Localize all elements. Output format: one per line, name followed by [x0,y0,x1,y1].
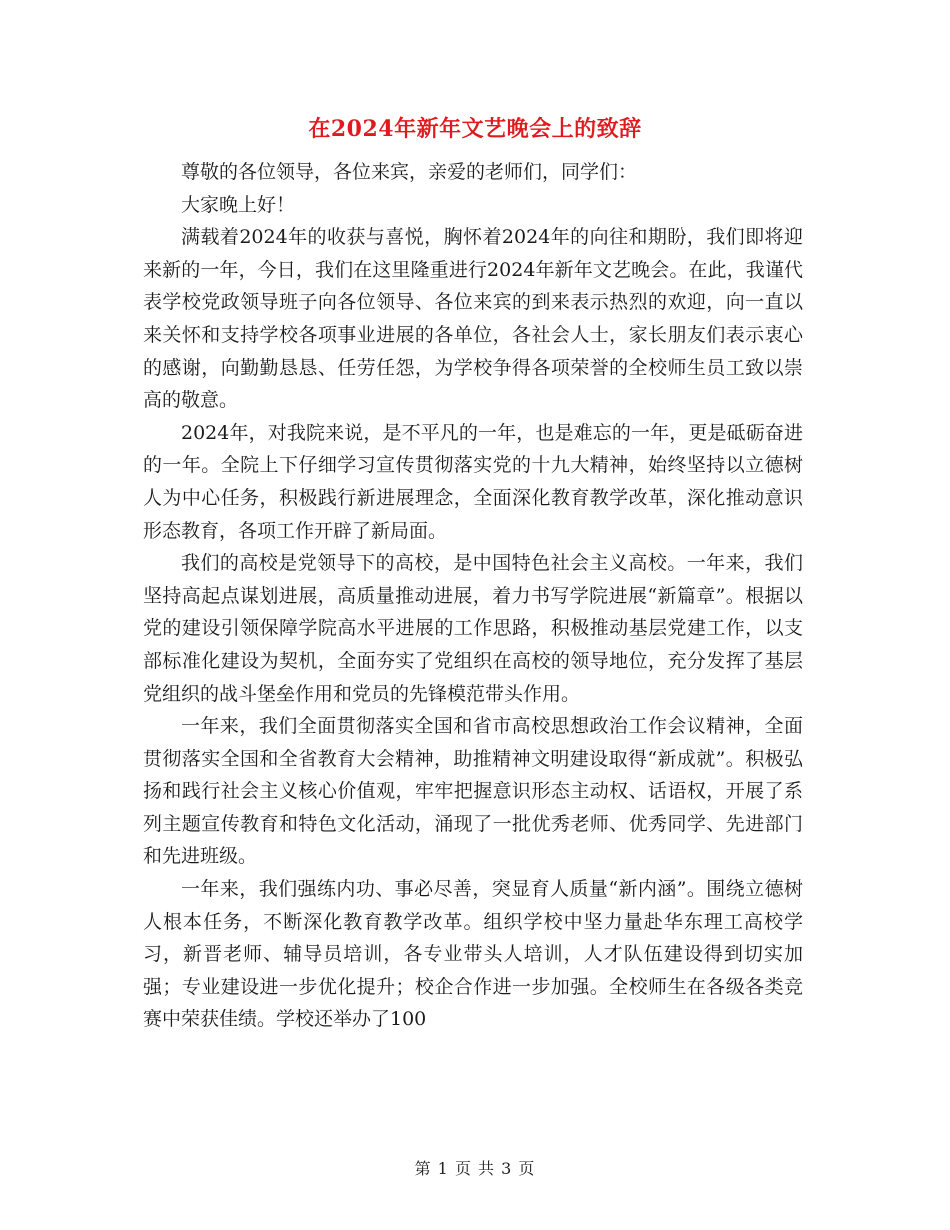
greeting-paragraph: 大家晚上好！ [181,193,296,216]
body-paragraph: 满载着2024年的收获与喜悦，胸怀着2024年的向往和期盼，我们即将迎来新的一年，今日，我们在这里隆重进行2024年新年文艺晚会。在此，我谨代表学校党政领导班子向各位领导、各位来宾的到来表示热烈的欢迎，向一直以来关怀和支持学校各项事业进展的各单位，各社会人士，家长朋友们表示衷心的感谢，向勤勤恳恳、任劳任怨，为学校争得各项荣誉的全校师生员工致以崇高的敬意。 [143,226,803,412]
document-title: 在2024年新年文艺晚会上的致辞 [308,116,642,142]
page-number-footer: 第 1 页 共 3 页 [414,1159,536,1178]
body-paragraph: 一年来，我们强练内功、事必尽善，突显育人质量“新内涵”。围绕立德树人根本任务，不断深化教育教学改革。组织学校中坚力量赴华东理工高校学习，新晋老师、辅导员培训，各专业带头人培训，人才队伍建设得到切实加强；专业建设进一步优化提升；校企合作进一步加强。全校师生在各级各类竞赛中荣获佳绩。学校还举办了100 [143,878,803,1031]
salutation-paragraph: 尊敬的各位领导，各位来宾，亲爱的老师们，同学们： [181,161,638,183]
body-paragraph: 我们的高校是党领导下的高校，是中国特色社会主义高校。一年来，我们坚持高起点谋划进展，高质量推动进展，着力书写学院进展“新篇章”。根据以党的建设引领保障学院高水平进展的工作思路，积极推动基层党建工作，以支部标准化建设为契机，全面夯实了党组织在高校的领导地位，充分发挥了基层党组织的战斗堡垒作用和党员的先锋模范带头作用。 [143,552,803,705]
body-paragraph: 一年来，我们全面贯彻落实全国和省市高校思想政治工作会议精神，全面贯彻落实全国和全省教育大会精神，助推精神文明建设取得“新成就”。积极弘扬和践行社会主义核心价值观，牢牢把握意识形态主动权、话语权，开展了系列主题宣传教育和特色文化活动，涌现了一批优秀老师、优秀同学、先进部门和先进班级。 [143,715,803,868]
body-paragraph: 2024年，对我院来说，是不平凡的一年，也是难忘的一年，更是砥砺奋进的一年。全院上下仔细学习宣传贯彻落实党的十九大精神，始终坚持以立德树人为中心任务，积极践行新进展理念，全面深化教育教学改革，深化推动意识形态教育，各项工作开辟了新局面。 [143,421,803,542]
document-body [143,156,803,1036]
